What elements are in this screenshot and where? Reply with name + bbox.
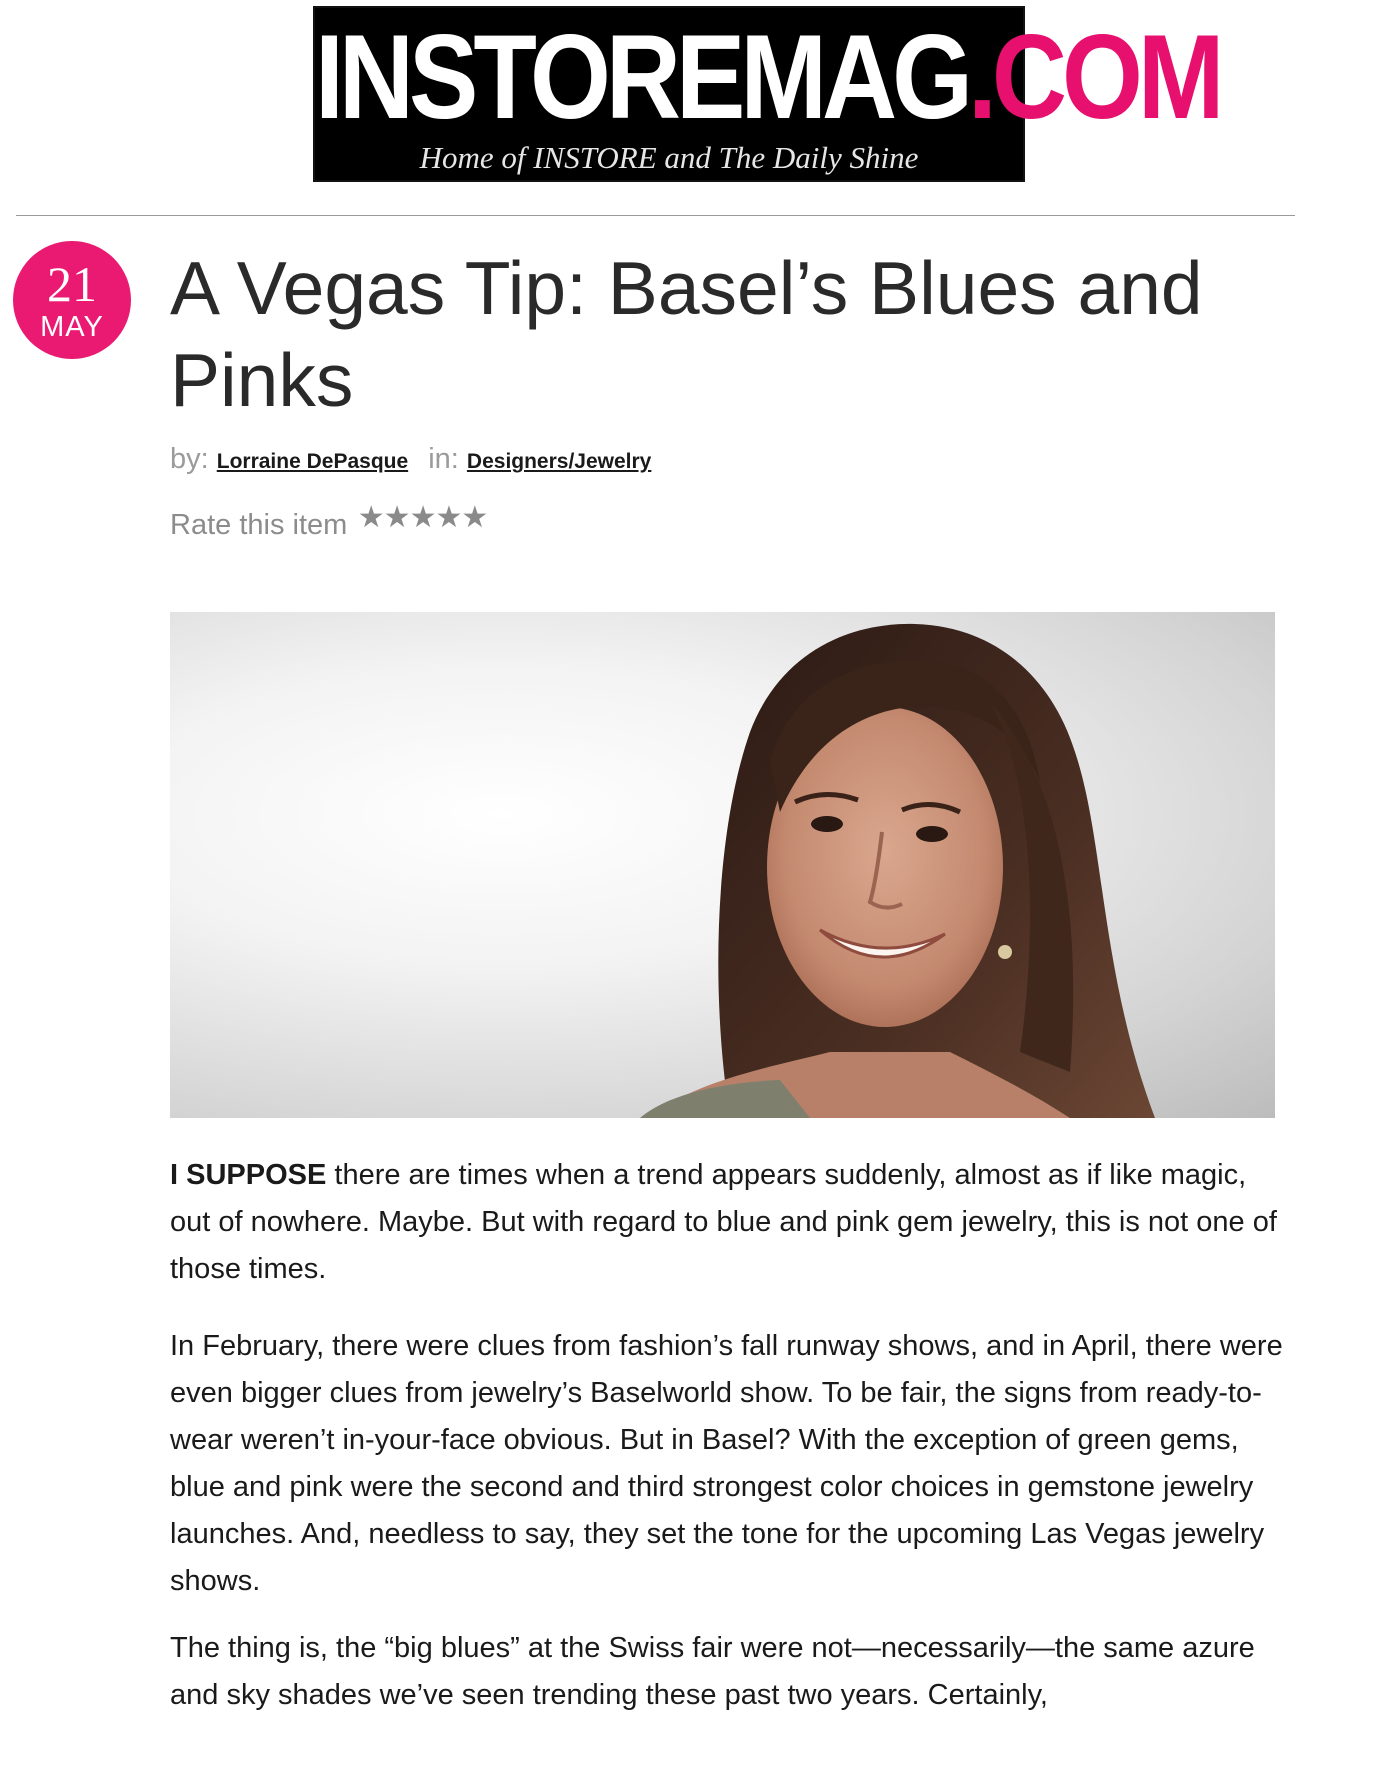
site-logo[interactable] <box>313 6 1220 182</box>
article-photo <box>170 612 1275 1118</box>
article-paragraph-3: The thing is, the “big blues” at the Swiss fair were not—necessarily—the same azure and sky shades we’ve seen trending these past two years. Certainly, <box>170 1632 1255 1711</box>
date-day: 21 <box>47 256 97 312</box>
article-paragraph-2: In February, there were clues from fashion’s fall runway shows, and in April, there were even bigger clues from jewelry’s Baselworld show. To be fair, the signs from ready-to-wear weren’t in-your-face obvious. But in Basel? With the exception of green gems, blue and pink were the second and third strongest color choices in gemstone jewelry launches. And, needless to say, they set the tone for the upcoming Las Vegas jewelry shows. <box>170 1330 1283 1597</box>
article-paragraph-1 <box>170 1152 1290 1293</box>
logo-wordmark <box>315 11 1220 145</box>
author-link[interactable]: Lorraine DePasque <box>216 450 409 473</box>
rating-widget <box>170 501 489 543</box>
logo-word-com: .COM <box>968 11 1220 145</box>
paragraph-1-text: there are times when a trend appears suddenly, almost as if like magic, out of nowhere. Maybe. But with regard to blue and pink gem jewelry, this is not one of those times. <box>170 1159 1277 1285</box>
by-label: by: <box>170 443 209 475</box>
portrait-illustration <box>170 612 1275 1118</box>
article-title: A Vegas Tip: Basel’s Blues and Pinks <box>170 246 1203 422</box>
star-icon-3[interactable]: ★ <box>409 501 437 534</box>
in-label: in: <box>428 443 459 475</box>
byline <box>170 443 651 476</box>
rate-label: Rate this item <box>170 509 348 541</box>
star-icon-5[interactable]: ★ <box>461 501 489 534</box>
star-icon-2[interactable]: ★ <box>383 501 411 534</box>
star-icon-4[interactable]: ★ <box>435 501 463 534</box>
lead-in: I SUPPOSE <box>170 1159 327 1191</box>
logo-tagline: Home of INSTORE and The Daily Shine <box>419 140 919 175</box>
rating-stars <box>358 500 488 535</box>
category-link[interactable]: Designers/Jewelry <box>466 450 652 473</box>
date-month: MAY <box>40 311 104 343</box>
star-icon-1[interactable]: ★ <box>357 501 385 534</box>
date-badge <box>13 241 131 359</box>
logo-word-instoremag: INSTOREMAG <box>315 11 969 145</box>
article-body <box>170 1152 1290 1749</box>
header-divider <box>16 215 1295 216</box>
